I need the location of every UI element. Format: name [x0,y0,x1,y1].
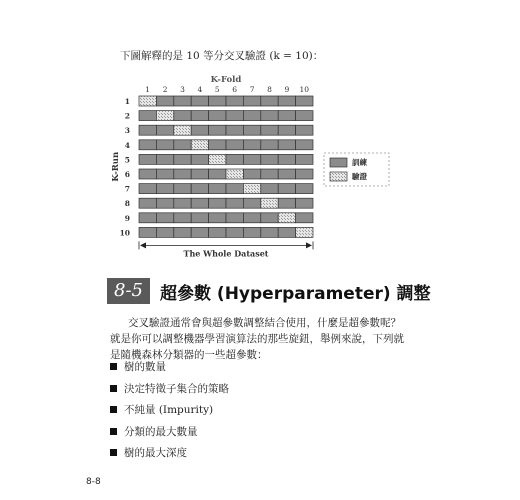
training-fold-cell [156,213,173,223]
run-number: 5 [124,155,130,165]
training-fold-cell [226,184,243,194]
training-fold-cell [278,111,295,121]
run-number: 10 [119,228,130,238]
list-item: 分類的最大數量 [110,421,229,443]
training-fold-cell [243,198,260,208]
kfold-label: K-Fold [210,75,242,85]
krun-label: K-Run [111,151,121,182]
training-fold-cell [243,154,260,164]
training-fold-cell [261,227,278,237]
intro-text: 下圖解釋的是 10 等分交叉驗證 (k = 10)： [120,50,324,62]
training-fold-cell [139,111,156,121]
training-fold-cell [191,125,208,135]
fold-number: 1 [145,85,151,94]
training-fold-cell [261,169,278,179]
training-fold-cell [139,125,156,135]
training-fold-cell [174,184,191,194]
training-fold-cell [139,169,156,179]
training-fold-cell [261,154,278,164]
hyperparameter-list [110,356,229,464]
training-fold-cell [156,198,173,208]
training-fold-cell [226,154,243,164]
training-fold-cell [156,169,173,179]
validation-fold-cell [296,227,313,237]
run-number: 1 [124,97,130,106]
training-fold-cell [261,184,278,194]
section-number: 8-5 [107,278,150,304]
training-fold-cell [261,140,278,150]
training-fold-cell [261,213,278,223]
training-fold-cell [278,96,295,106]
training-fold-cell [139,154,156,164]
list-item: 決定特徵子集合的策略 [110,378,229,400]
training-fold-cell [174,198,191,208]
training-fold-cell [261,125,278,135]
run-number: 7 [124,184,130,194]
training-fold-cell [156,96,173,106]
training-fold-cell [243,111,260,121]
legend-train-label: 訓練 [352,158,367,167]
validation-fold-cell [156,111,173,121]
training-fold-cell [243,169,260,179]
list-item: 樹的數量 [110,356,229,378]
training-fold-cell [296,140,313,150]
training-fold-cell [191,154,208,164]
validation-fold-cell [191,140,208,150]
fold-number: 4 [197,85,203,94]
validation-fold-cell [243,184,260,194]
arrow-right-icon [306,242,312,248]
training-fold-cell [226,111,243,121]
training-fold-cell [209,198,226,208]
training-fold-cell [243,227,260,237]
run-number: 4 [124,140,130,150]
bullet-square-icon [110,385,117,392]
training-fold-cell [174,96,191,106]
list-item: 不純量 (Impurity) [110,399,229,421]
fold-number: 5 [214,85,220,94]
training-fold-cell [226,96,243,106]
bullet-square-icon [110,428,117,435]
training-fold-cell [226,213,243,223]
training-fold-cell [209,125,226,135]
validation-fold-cell [139,96,156,106]
training-fold-cell [174,213,191,223]
training-fold-cell [296,184,313,194]
run-number: 2 [124,111,130,121]
legend-validate-label: 驗證 [352,172,367,181]
body-paragraph: 交叉驗證通常會與超參數調整結合使用，什麼是超參數呢？就是你可以調整機器學習演算法的那些旋鈕，舉例來說，下列就是隨機森林分類器的一些超參數： [110,317,404,361]
fold-number: 7 [249,85,255,94]
training-fold-cell [296,198,313,208]
training-fold-cell [278,154,295,164]
training-fold-cell [226,198,243,208]
training-fold-cell [243,96,260,106]
section-heading [107,278,431,304]
legend-validate-swatch [330,172,347,181]
training-fold-cell [191,169,208,179]
fold-number: 9 [284,85,290,94]
training-fold-cell [156,184,173,194]
run-number: 3 [124,126,130,136]
training-fold-cell [209,227,226,237]
arrow-left-icon [140,242,146,248]
training-fold-cell [156,227,173,237]
training-fold-cell [174,140,191,150]
training-fold-cell [296,213,313,223]
bullet-square-icon [110,449,117,456]
training-fold-cell [209,213,226,223]
training-fold-cell [243,140,260,150]
training-fold-cell [191,111,208,121]
training-fold-cell [296,125,313,135]
training-fold-cell [139,184,156,194]
training-fold-cell [243,125,260,135]
validation-fold-cell [278,213,295,223]
training-fold-cell [191,184,208,194]
training-fold-cell [278,140,295,150]
training-fold-cell [174,154,191,164]
training-fold-cell [209,169,226,179]
training-fold-cell [174,227,191,237]
fold-number: 8 [267,85,272,94]
validation-fold-cell [261,198,278,208]
dataset-label: The Whole Dataset [183,248,269,259]
legend-train-swatch [330,158,347,167]
training-fold-cell [156,154,173,164]
training-fold-cell [243,213,260,223]
training-fold-cell [261,111,278,121]
training-fold-cell [226,140,243,150]
training-fold-cell [209,96,226,106]
validation-fold-cell [209,154,226,164]
bullet-square-icon [110,406,117,413]
training-fold-cell [296,111,313,121]
training-fold-cell [209,140,226,150]
training-fold-cell [139,198,156,208]
bullet-square-icon [110,363,117,370]
training-fold-cell [278,184,295,194]
list-item: 樹的最大深度 [110,442,229,464]
training-fold-cell [278,169,295,179]
page-number: 8-8 [86,477,101,487]
run-number: 6 [124,170,130,179]
fold-number: 3 [180,85,185,94]
training-fold-cell [156,125,173,135]
fold-number: 6 [232,85,238,94]
training-fold-cell [139,213,156,223]
training-fold-cell [156,140,173,150]
training-fold-cell [296,169,313,179]
training-fold-cell [278,227,295,237]
fold-number: 2 [162,85,168,94]
training-fold-cell [191,198,208,208]
training-fold-cell [174,169,191,179]
training-fold-cell [226,227,243,237]
training-fold-cell [139,227,156,237]
training-fold-cell [209,111,226,121]
training-fold-cell [261,96,278,106]
training-fold-cell [278,198,295,208]
training-fold-cell [226,125,243,135]
section-title: 超參數 (Hyperparameter) 調整 [160,283,431,304]
run-number: 9 [124,213,130,223]
training-fold-cell [191,227,208,237]
training-fold-cell [174,111,191,121]
validation-fold-cell [174,125,191,135]
training-fold-cell [209,184,226,194]
validation-fold-cell [226,169,243,179]
fold-number: 10 [299,85,310,94]
training-fold-cell [191,96,208,106]
training-fold-cell [296,96,313,106]
training-fold-cell [278,125,295,135]
training-fold-cell [139,140,156,150]
training-fold-cell [191,213,208,223]
run-number: 8 [124,199,130,209]
training-fold-cell [296,154,313,164]
